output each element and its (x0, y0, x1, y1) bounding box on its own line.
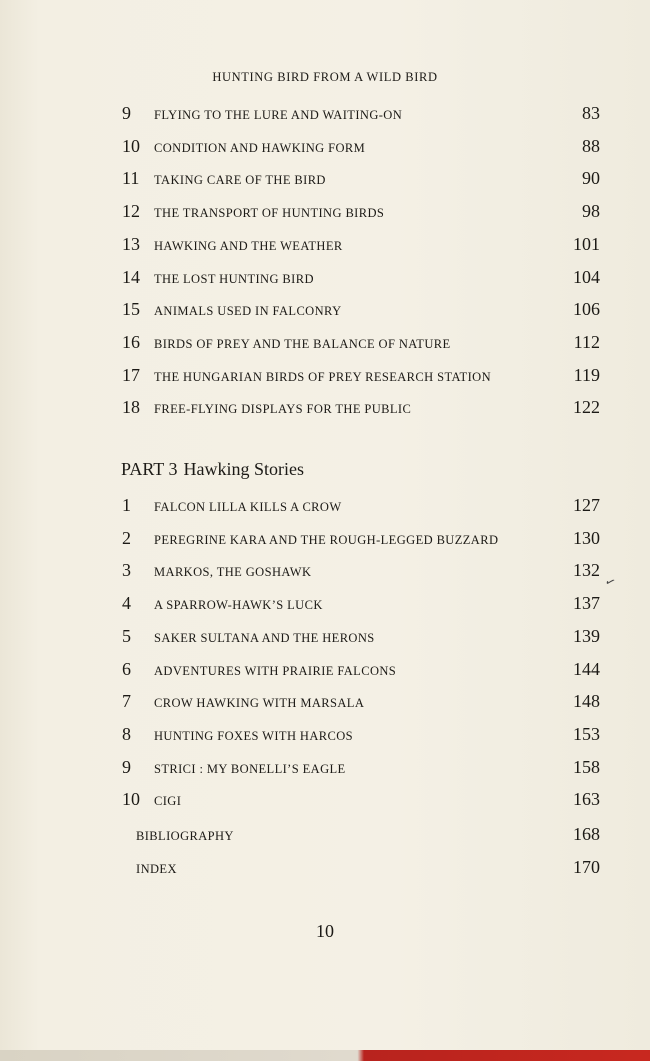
page-ref: 130 (573, 527, 600, 548)
toc-entry (122, 593, 600, 617)
chapter-number: 1 (122, 495, 131, 515)
chapter-title: ADVENTURES WITH PRAIRIE FALCONS (154, 663, 397, 678)
toc-entry (122, 234, 600, 258)
chapter-number: 13 (122, 233, 140, 254)
toc-entry (122, 495, 600, 519)
page-ref: 168 (573, 824, 600, 844)
toc-entry (122, 332, 600, 356)
toc-entry (122, 789, 600, 813)
chapter-number: 2 (122, 527, 131, 548)
toc-entry (122, 560, 600, 584)
page-ref: 139 (573, 625, 600, 646)
chapter-number: 8 (122, 723, 131, 744)
toc-entry (122, 724, 600, 748)
page-ref: 112 (573, 331, 600, 352)
page-ref: 158 (573, 756, 600, 777)
chapter-number: 12 (122, 201, 140, 222)
chapter-title: FREE-FLYING DISPLAYS FOR THE PUBLIC (154, 402, 412, 417)
running-header: HUNTING BIRD FROM A WILD BIRD (212, 70, 438, 84)
chapter-title: SAKER SULTANA AND THE HERONS (154, 630, 375, 645)
page-ref: 163 (573, 789, 600, 810)
chapter-number: 6 (122, 658, 131, 679)
toc-entry (122, 757, 600, 781)
page-edge (0, 1050, 650, 1061)
page-ref: 144 (573, 658, 600, 679)
chapter-number: 5 (122, 625, 131, 646)
chapter-number: 3 (122, 560, 131, 581)
chapter-title: MARKOS, THE GOSHAWK (154, 565, 312, 580)
page-ref: 101 (573, 233, 600, 254)
chapter-title: THE LOST HUNTING BIRD (154, 271, 314, 286)
page-ref: 170 (573, 857, 600, 877)
chapter-title: A SPARROW-HAWK’S LUCK (154, 598, 323, 613)
page-ref: 104 (573, 266, 600, 287)
chapter-number: 14 (122, 266, 140, 287)
page-ref: 83 (582, 103, 600, 123)
page-ref: 106 (573, 299, 600, 320)
toc-entry (122, 626, 600, 650)
page-ref: 127 (573, 495, 600, 515)
chapter-title: STRICI : MY BONELLI’S EAGLE (154, 761, 346, 776)
chapter-number: 17 (122, 364, 140, 385)
page-ref: 119 (573, 364, 600, 385)
page-ref: 153 (573, 723, 600, 744)
toc-entry (122, 397, 600, 421)
toc-entry (122, 299, 600, 323)
page-ref: 137 (573, 593, 600, 614)
chapter-title: BIBLIOGRAPHY (136, 829, 234, 843)
toc-entry (122, 691, 600, 715)
page-ref: 132 (573, 560, 600, 581)
chapter-title: CROW HAWKING WITH MARSALA (154, 696, 365, 711)
page-ref: 122 (573, 397, 600, 418)
part3-heading (121, 459, 304, 480)
page-ref: 98 (582, 201, 600, 222)
chapter-title: HAWKING AND THE WEATHER (154, 238, 343, 253)
chapter-number: 7 (122, 691, 131, 712)
chapter-number: 16 (122, 331, 140, 352)
toc-entry (122, 528, 600, 552)
chapter-title: THE HUNGARIAN BIRDS OF PREY RESEARCH STATION (154, 369, 491, 384)
chapter-number: 4 (122, 593, 131, 614)
page-ref: 90 (582, 168, 600, 189)
chapter-title: CIGI (154, 794, 182, 809)
toc-entry (122, 103, 600, 127)
chapter-title: INDEX (136, 862, 177, 876)
chapter-number: 10 (122, 789, 140, 810)
chapter-number: 10 (122, 135, 140, 156)
page-ref: 148 (573, 691, 600, 712)
chapter-title: ANIMALS USED IN FALCONRY (154, 304, 342, 319)
toc-entry (122, 857, 600, 881)
chapter-title: TAKING CARE OF THE BIRD (154, 173, 326, 188)
toc-entry (122, 168, 600, 192)
toc-entry (122, 201, 600, 225)
chapter-title: CONDITION AND HAWKING FORM (154, 140, 366, 155)
chapter-number: 9 (122, 103, 131, 123)
toc-entry (122, 267, 600, 291)
toc-entry (122, 365, 600, 389)
toc-entry (122, 659, 600, 683)
toc-entry (122, 824, 600, 848)
chapter-title: FALCON LILLA KILLS A CROW (154, 500, 342, 514)
toc-entry (122, 136, 600, 160)
chapter-number: 9 (122, 756, 131, 777)
chapter-title: PEREGRINE KARA AND THE ROUGH-LEGGED BUZZARD (154, 532, 499, 547)
chapter-number: 18 (122, 397, 140, 418)
page-ref: 88 (582, 135, 600, 156)
chapter-number: 15 (122, 299, 140, 320)
chapter-title: FLYING TO THE LURE AND WAITING-ON (154, 108, 403, 122)
part3-label: PART 3 (121, 459, 178, 479)
pencil-mark: ✓ (602, 573, 618, 591)
chapter-title: THE TRANSPORT OF HUNTING BIRDS (154, 206, 385, 221)
chapter-title: HUNTING FOXES WITH HARCOS (154, 728, 354, 743)
part3-title: Hawking Stories (183, 459, 304, 479)
page-number: 10 (316, 921, 334, 941)
chapter-number: 11 (122, 168, 140, 189)
chapter-title: BIRDS OF PREY AND THE BALANCE OF NATURE (154, 336, 451, 351)
